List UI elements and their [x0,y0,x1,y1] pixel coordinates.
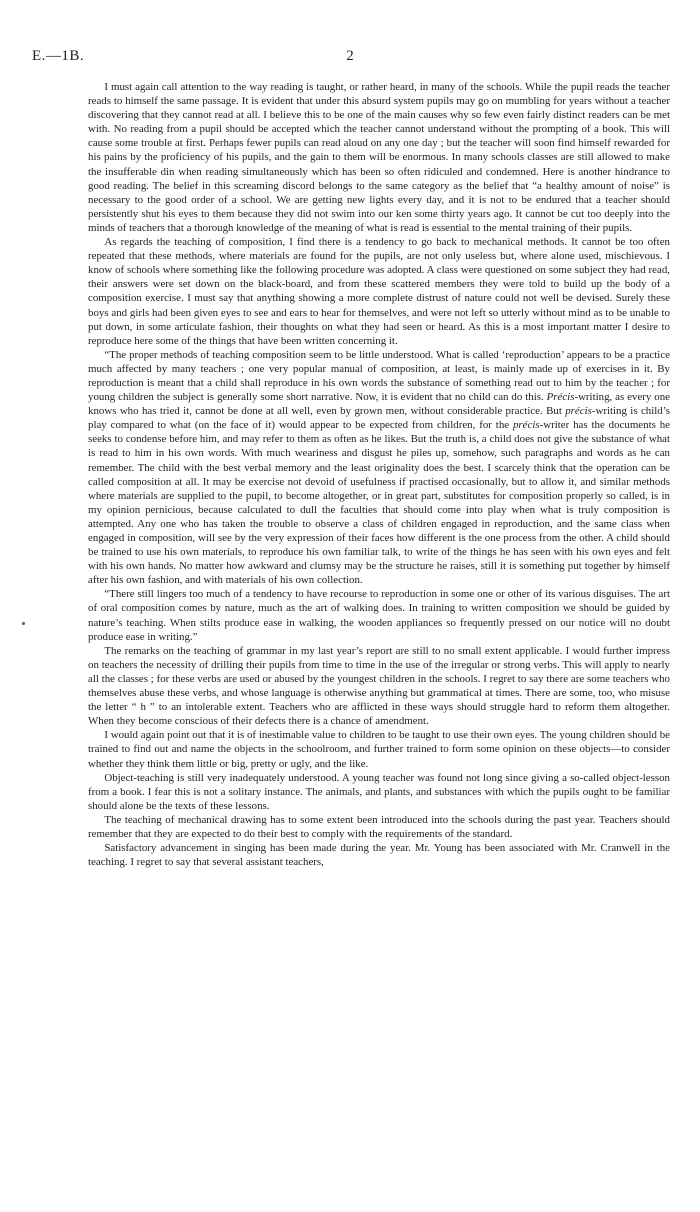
paragraph-singing: Satisfactory advancement in singing has been made during the year. Mr. Young has been associated with Mr. Cranwell in the teaching. I regret to say that several assistant teachers, [88,842,670,869]
page-number: 2 [346,48,354,64]
page-header [32,48,668,72]
document-reference: E.—1B. [32,48,85,64]
paragraph-quote-oral-composition: “There still lingers too much of a tendency to have recourse to reproduction in some one or other of its various disguises. The art of oral composition comes by nature, much as the art of walking does. In training to written composition we should be guided by nature’s teaching. When stilts produce ease in walking, the wooden appliances so frequently pressed on our notice will no doubt produce ease in writing.” [88,588,670,643]
paragraph-own-eyes: I would again point out that it is of inestimable value to children to be taught to use their own eyes. The young children should be trained to find out and name the objects in the schoolroom, and further trained to form some opinion on these objects—to consider whether they think them little or big, pretty or ugly, and the like. [88,729,670,770]
paragraph-quote-reproduction: “The proper methods of teaching composition seem to be little understood. What is called ‘reproduction’ appears to be a practice much affected by many teachers ; one very popular manual of composition, at least, is mainly made up of exercises in it. By reproduction is meant that a child shall reproduce in his own words the substance of something read out to him by the teacher ; for young children the subject is generally some short narrative. Now, it is evident that no child can do this. Précis-writing, as every one knows who has tried it, cannot be done at all well, even by grown men, without considerable practice. But précis-writing is child’s play compared to what (on the face of it) would appear to be expected from children, for the précis-writer has the documents he seeks to condense before him, and may refer to them as often as he likes. But the truth is, a child does not give the substance of what is read to him in his own words. With much weariness and disgust he piles up, somehow, such paragraphs and words as he can remember. The child with the best verbal memory and the least originality does the best. I scarcely think that the operation can be called composition at all. It may be exercise not devoid of usefulness if practised occasionally, but to allow it, and similar methods where materials are supplied to the pupil, to become altogether, or in great part, substitutes for composition properly so called, is in my opinion pernicious, because calculated to dull the faculties that should come into play when what is truly composition is attempted. Any one who has taken the trouble to observe a class of children engaged in reproduction, and the same class when engaged in composition, will see by the very expression of their faces how different is the one process from the other. A child should be trained to use his own materials, to reproduce his own familiar talk, to write of the things he has seen with his own eyes and felt with his own hands. No matter how awkward and clumsy may be the structure he raises, still it is something put together by himself after his own fashion, and with materials of his own collection. [88,348,670,587]
paragraph-object-teaching: Object-teaching is still very inadequately understood. A young teacher was found not long since giving a so-called object-lesson from a book. I fear this is not a solitary instance. The animals, and plants, and substances with which the pupils ought to be familiar should alone be the texts of these lessons. [88,771,670,812]
paragraph-grammar: The remarks on the teaching of grammar in my last year’s report are still to no small extent applicable. I would further impress on teachers the necessity of drilling their pupils from time to time in the use of the irregular or strong verbs. This will apply to nearly all the classes ; for these verbs are used or abused by the youngest children in the schools. I regret to say there are some teachers who themselves abuse these verbs, and whose language is otherwise anything but grammatical at times. There are some, too, who misuse the letter “ h ” to an intolerable extent. Teachers who are afflicted in these ways should struggle hard to reform them altogether. When they become conscious of their defects there is a chance of amendment. [88,644,670,728]
paragraph-composition: As regards the teaching of composition, I find there is a tendency to go back to mechanical methods. It cannot be too often repeated that these methods, where materials are found for the pupils, are not only useless but, where alone used, mischievous. I know of schools where something like the following procedure was adopted. A class were questioned on some subject they had read, their answers were set down on the black-board, and from these scattered members they were told to build up the body of a composition exercise. I must say that anything showing a more complete distrust of nature could not well be devised. Surely these boys and girls had been given eyes to see and ears to hear for themselves, and were not left so utterly without mind as to be unable to put down, in some articulate fashion, their thoughts on what they had seen or heard. As this is a most important matter I desire to reproduce here some of the things that have been written concerning it. [88,236,670,347]
paragraph-reading: I must again call attention to the way reading is taught, or rather heard, in many of the schools. While the pupil reads the teacher reads to himself the same passage. It is evident that under this absurd system pupils may go on mumbling for years without a teacher discovering that they cannot read at all. I believe this to be one of the main causes why so few even fairly distinct readers can be met with. No reading from a pupil should be accepted which the teacher cannot understand without the prompting of a book. This will cause some trouble at first. Perhaps fewer pupils can read aloud on any one day ; but the teacher will soon find himself rewarded for his pains by the proficiency of his pupils, and the gain to them will be enormous. In many schools classes are still allowed to make the insufferable din when reading simultaneously which has been so often ridiculed and condemned. Here is another hindrance to good reading. The belief in this screaming discord belongs to the same category as the belief that “a healthy amount of noise” is necessary to the good order of a school. We are getting new lights every day, and it is not to be endured that a teacher should persistently shut his eyes to them because they did not swim into our ken some thirty years ago. It cannot be cut too deeply into the minds of teachers that a thorough knowledge of the meaning of what is read is essential to the mental training of their pupils. [88,81,670,234]
paragraph-mechanical-drawing: The teaching of mechanical drawing has to some extent been introduced into the schools during the past year. Teachers should remember that they are expected to do their best to comply with the requirements of the standard. [88,813,670,840]
report-body [88,80,670,869]
margin-speck [22,622,25,625]
